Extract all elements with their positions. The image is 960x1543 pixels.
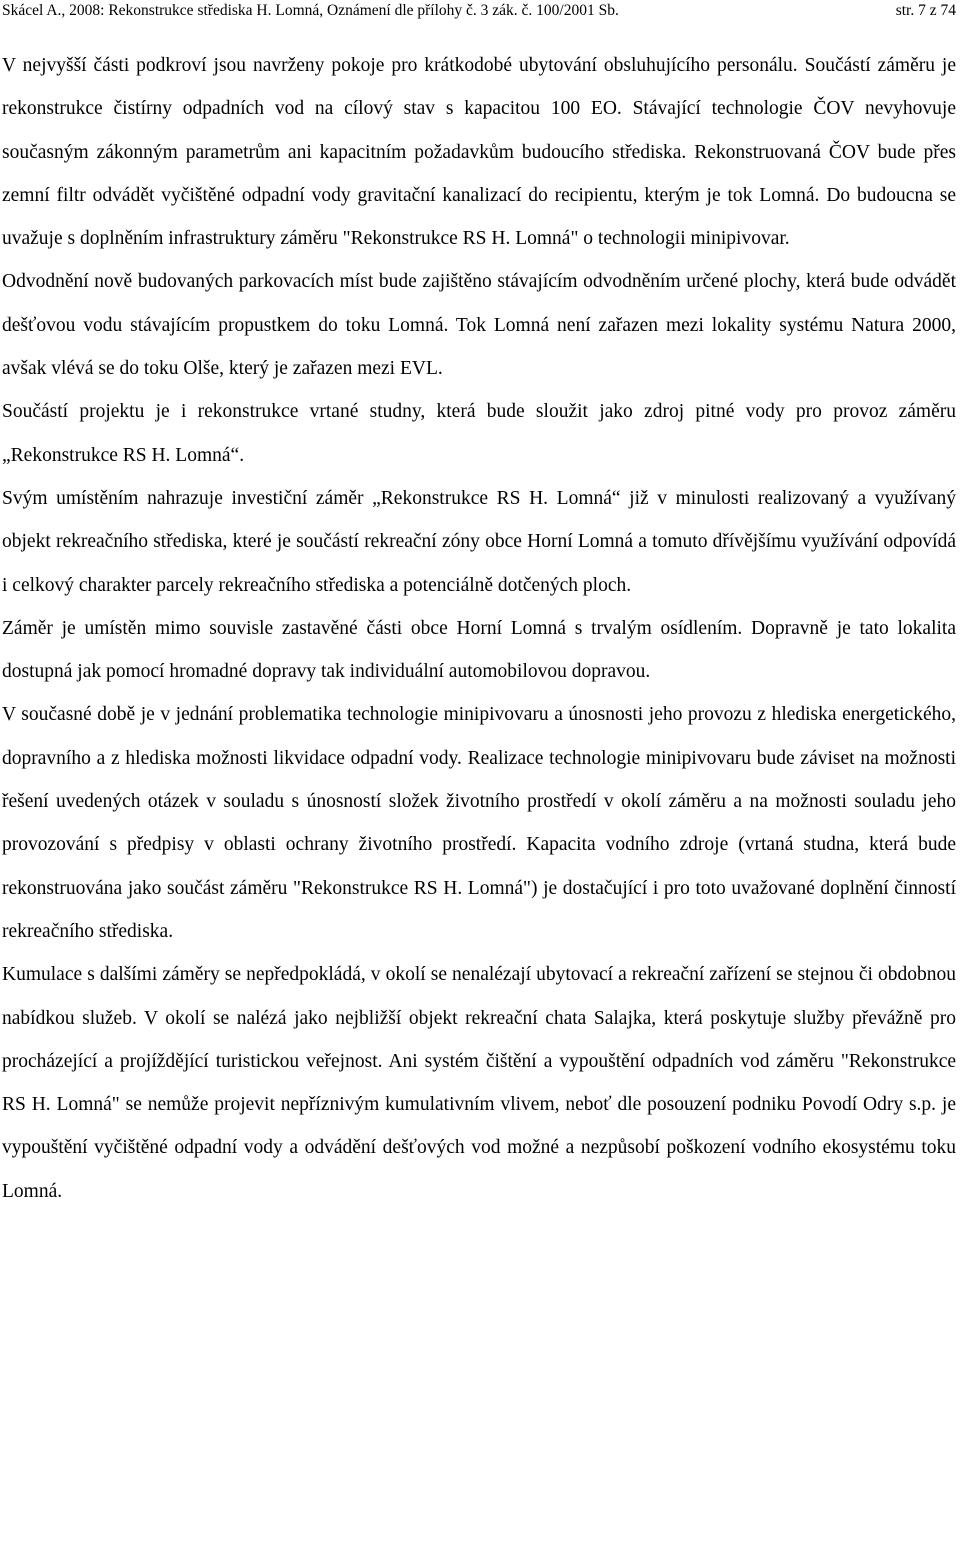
header-citation: Skácel A., 2008: Rekonstrukce střediska H. Lomná, Oznámení dle přílohy č. 3 zák. č. 100/2001 Sb. xyxy=(2,2,619,19)
paragraph: Záměr je umístěn mimo souvisle zastavěné části obce Horní Lomná s trvalým osídlením. Dopravně je tato lokalita dostupná jak pomocí hromadné dopravy tak individuální automobilovou dopravou. xyxy=(2,617,956,683)
page-header xyxy=(2,0,956,24)
paragraph: V současné době je v jednání problematika technologie minipivovaru a únosnosti jeho provozu z hlediska energetického, dopravního a z hlediska možnosti likvidace odpadní vody. Realizace technologie minipivovaru bude záviset na možnosti řešení uvedených otázek v souladu s únosností složek životního prostředí v okolí záměru a na možnosti souladu jeho provozování s předpisy v oblasti ochrany životního prostředí. Kapacita vodního zdroje (vrtaná studna, která bude rekonstruována jako součást záměru "Rekonstrukce RS H. Lomná") je dostačující i pro toto uvažované doplnění činností rekreačního střediska. xyxy=(2,704,956,942)
paragraph: Odvodnění nově budovaných parkovacích míst bude zajištěno stávajícím odvodněním určené plochy, která bude odvádět dešťovou vodu stávajícím propustkem do toku Lomná. Tok Lomná není zařazen mezi lokality systému Natura 2000, avšak vlévá se do toku Olše, který je zařazen mezi EVL. xyxy=(2,271,956,380)
paragraph: Kumulace s dalšími záměry se nepředpokládá, v okolí se nenalézají ubytovací a rekreační zařízení se stejnou či obdobnou nabídkou služeb. V okolí se nalézá jako nejbližší objekt rekreační chata Salajka, která poskytuje služby převážně pro procházející a projíždějící turistickou veřejnost. Ani systém čištění a vypouštění odpadních vod záměru "Rekonstrukce RS H. Lomná" se nemůže projevit nepříznivým kumulativním vlivem, neboť dle posouzení podniku Povodí Odry s.p. je vypouštění vyčištěné odpadní vody a odvádění dešťových vod možné a nezpůsobí poškození vodního ekosystému toku Lomná. xyxy=(2,964,956,1202)
paragraph: V nejvyšší části podkroví jsou navrženy pokoje pro krátkodobé ubytování obsluhujícího personálu. Součástí záměru je rekonstrukce čistírny odpadních vod na cílový stav s kapacitou 100 EO. Stávající technologie ČOV nevyhovuje současným zákonným parametrům ani kapacitním požadavkům budoucího střediska. Rekonstruovaná ČOV bude přes zemní filtr odvádět vyčištěné odpadní vody gravitační kanalizací do recipientu, kterým je tok Lomná. Do budoucna se uvažuje s doplněním infrastruktury záměru "Rekonstrukce RS H. Lomná" o technologii minipivovar. xyxy=(2,55,956,250)
body-text xyxy=(2,44,956,1213)
paragraph: Součástí projektu je i rekonstrukce vrtané studny, která bude sloužit jako zdroj pitné vody pro provoz záměru „Rekonstrukce RS H. Lomná“. xyxy=(2,401,956,466)
paragraph: Svým umístěním nahrazuje investiční záměr „Rekonstrukce RS H. Lomná“ již v minulosti realizovaný a využívaný objekt rekreačního střediska, které je součástí rekreační zóny obce Horní Lomná a tomuto dřívějšímu využívání odpovídá i celkový charakter parcely rekreačního střediska a potenciálně dotčených ploch. xyxy=(2,487,956,596)
page-number: str. 7 z 74 xyxy=(895,2,956,19)
